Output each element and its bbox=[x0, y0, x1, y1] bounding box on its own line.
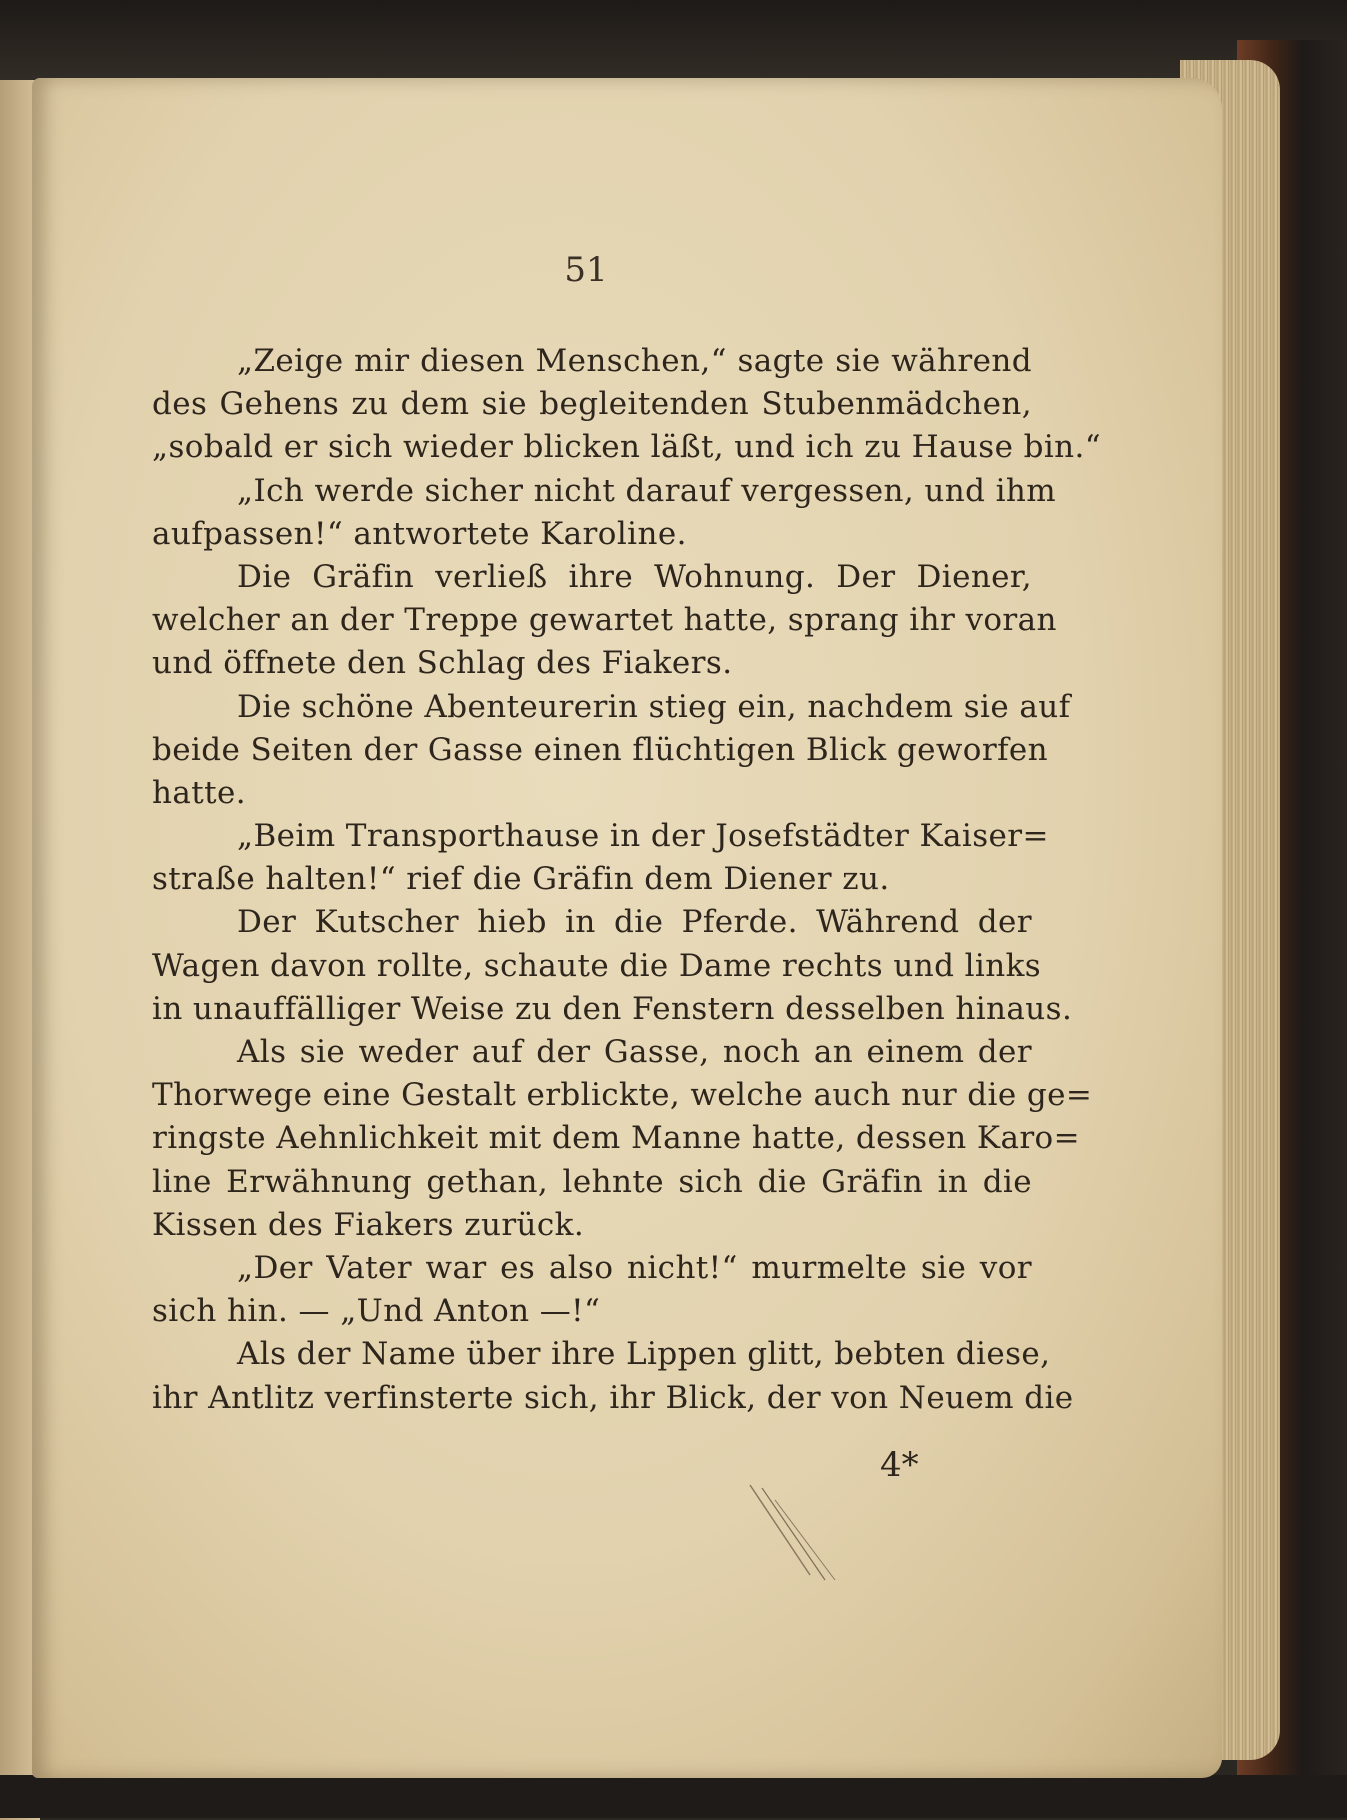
text-line: und öffnete den Schlag des Fiakers. bbox=[152, 645, 733, 682]
text-line: aufpassen!“ antwortete Karoline. bbox=[152, 515, 687, 552]
text-line: in unauffälliger Weise zu den Fenstern desselben hinaus. bbox=[152, 990, 1073, 1027]
text-line: „sobald er sich wieder blicken läßt, und ich zu Hause bin.“ bbox=[152, 429, 1101, 466]
text-line: hatte. bbox=[152, 774, 246, 811]
text-line: straße halten!“ rief die Gräfin dem Diener zu. bbox=[152, 861, 890, 898]
text-line: Als sie weder auf der Gasse, noch an einem der bbox=[237, 1034, 1032, 1070]
page-number: 51 bbox=[564, 250, 608, 290]
text-line: „Zeige mir diesen Menschen,“ sagte sie während bbox=[237, 343, 1032, 379]
text-line: Thorwege eine Gestalt erblickte, welche auch nur die ge= bbox=[152, 1077, 1093, 1114]
text-line: Als der Name über ihre Lippen glitt, bebten diese, bbox=[237, 1336, 1051, 1373]
text-line: sich hin. — „Und Anton —!“ bbox=[152, 1293, 601, 1330]
text-line: „Der Vater war es also nicht!“ murmelte sie vor bbox=[237, 1249, 1032, 1286]
text-line: Wagen davon rollte, schaute die Dame rechts und links bbox=[152, 947, 1042, 984]
pencil-scratch-marks bbox=[740, 1480, 860, 1590]
text-line: Die schöne Abenteurerin stieg ein, nachdem sie auf bbox=[237, 688, 1071, 725]
text-line: Kissen des Fiakers zurück. bbox=[152, 1206, 585, 1243]
text-line: Die Gräfin verließ ihre Wohnung. Der Diener, bbox=[237, 558, 1032, 595]
text-line: „Beim Transporthause in der Josefstädter Kaiser= bbox=[237, 818, 1049, 855]
text-line: ringste Aehnlichkeit mit dem Manne hatte, dessen Karo= bbox=[152, 1120, 1080, 1157]
text-line: „Ich werde sicher nicht darauf vergessen, und ihm bbox=[237, 472, 1057, 509]
text-line: beide Seiten der Gasse einen flüchtigen Blick geworfen bbox=[152, 731, 1049, 768]
body-text bbox=[152, 340, 1101, 1420]
text-line: line Erwähnung gethan, lehnte sich die Gräfin in die bbox=[152, 1163, 1032, 1200]
text-line: ihr Antlitz verfinsterte sich, ihr Blick, der von Neuem die bbox=[152, 1379, 1074, 1416]
signature-mark: 4* bbox=[880, 1445, 919, 1485]
text-line: Der Kutscher hieb in die Pferde. Während der bbox=[237, 904, 1032, 941]
background-bottom bbox=[0, 1775, 1347, 1818]
text-line: des Gehens zu dem sie begleitenden Stubenmädchen, bbox=[152, 386, 1032, 423]
text-line: welcher an der Treppe gewartet hatte, sprang ihr voran bbox=[152, 602, 1057, 639]
